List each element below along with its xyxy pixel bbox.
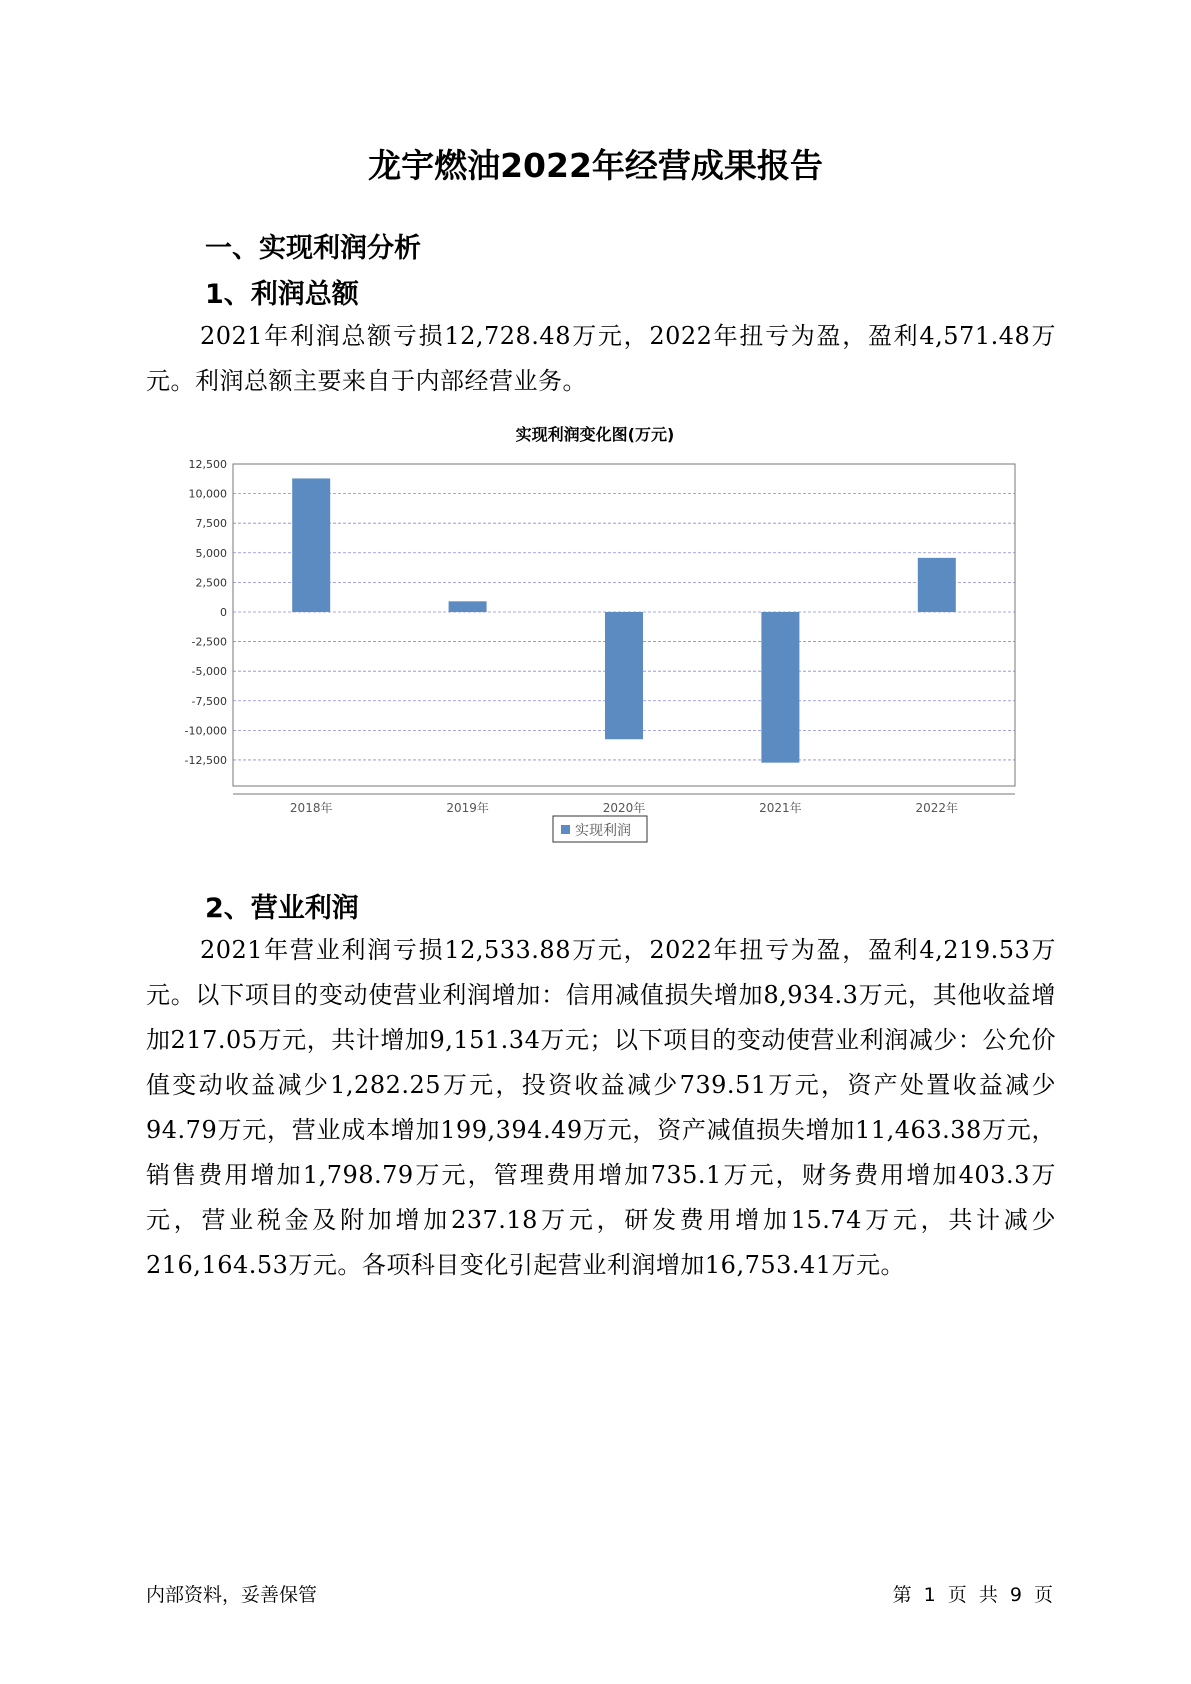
subsection-heading-total-profit: 1、利润总额 — [205, 279, 359, 310]
x-tick-label: 2020年 — [602, 801, 646, 815]
x-tick-label: 2021年 — [759, 801, 802, 815]
footer-confidential-note: 内部资料，妥善保管 — [146, 1584, 318, 1606]
section-heading-profit-analysis: 一、实现利润分析 — [205, 233, 421, 264]
chart-title: 实现利润变化图(万元) — [515, 425, 675, 444]
x-tick-label: 2019年 — [446, 801, 489, 815]
profit-bar-chart — [155, 425, 1035, 912]
chart-x-axis-labels — [290, 800, 958, 815]
y-tick-label: 5,000 — [195, 546, 227, 560]
y-tick-label: 10,000 — [188, 487, 227, 501]
y-tick-label: -7,500 — [191, 694, 227, 708]
bar-2021年 — [761, 612, 799, 763]
footer-page-number: 第 1 页 共 9 页 — [892, 1584, 1053, 1606]
total-profit-paragraph: 2021年利润总额亏损12,728.48万元，2022年扭亏为盈，盈利4,571.48万元。利润总额主要来自于内部经营业务。 — [146, 322, 1056, 395]
y-tick-label: -5,000 — [191, 665, 227, 679]
y-tick-label: -12,500 — [184, 753, 227, 767]
y-tick-label: 7,500 — [195, 517, 227, 531]
bar-2019年 — [449, 601, 487, 612]
y-tick-label: -2,500 — [191, 635, 227, 649]
operating-profit-paragraph: 2021年营业利润亏损12,533.88万元，2022年扭亏为盈，盈利4,219.53万元。以下项目的变动使营业利润增加：信用减值损失增加8,934.3万元，其他收益增加217.05万元，共计增加9,151.34万元；以下项目的变动使营业利润减少：公允价值变动收益减少1,282.25万元，投资收益减少739.51万元，资产处置收益减少94.79万元，营业成本增加199,394.49万元，资产减值损失增加11,463.38万元，销售费用增加1,798.79万元，管理费用增加735.1万元，财务费用增加403.3万元，营业税金及附加增加237.18万元，研发费用增加15.74万元，共计减少216,164.53万元。各项科目变化引起营业利润增加16,753.41万元。 — [146, 936, 1056, 1279]
chart-bars — [292, 478, 956, 762]
y-tick-label: 0 — [220, 605, 227, 619]
subsection-heading-operating-profit: 2、营业利润 — [205, 893, 359, 924]
bar-2020年 — [605, 612, 643, 739]
bar-2022年 — [918, 558, 956, 612]
y-tick-label: -10,000 — [184, 724, 227, 738]
document-title: 龙宇燃油2022年经营成果报告 — [368, 146, 823, 185]
y-tick-label: 2,500 — [195, 576, 227, 590]
chart-y-axis-labels — [185, 458, 227, 767]
x-tick-label: 2018年 — [289, 801, 333, 815]
chart-legend — [553, 816, 647, 842]
bar-2018年 — [292, 478, 330, 612]
x-tick-label: 2022年 — [915, 801, 959, 815]
y-tick-label: 12,500 — [188, 458, 227, 471]
legend-swatch — [561, 825, 570, 834]
legend-label: 实现利润 — [575, 823, 631, 839]
